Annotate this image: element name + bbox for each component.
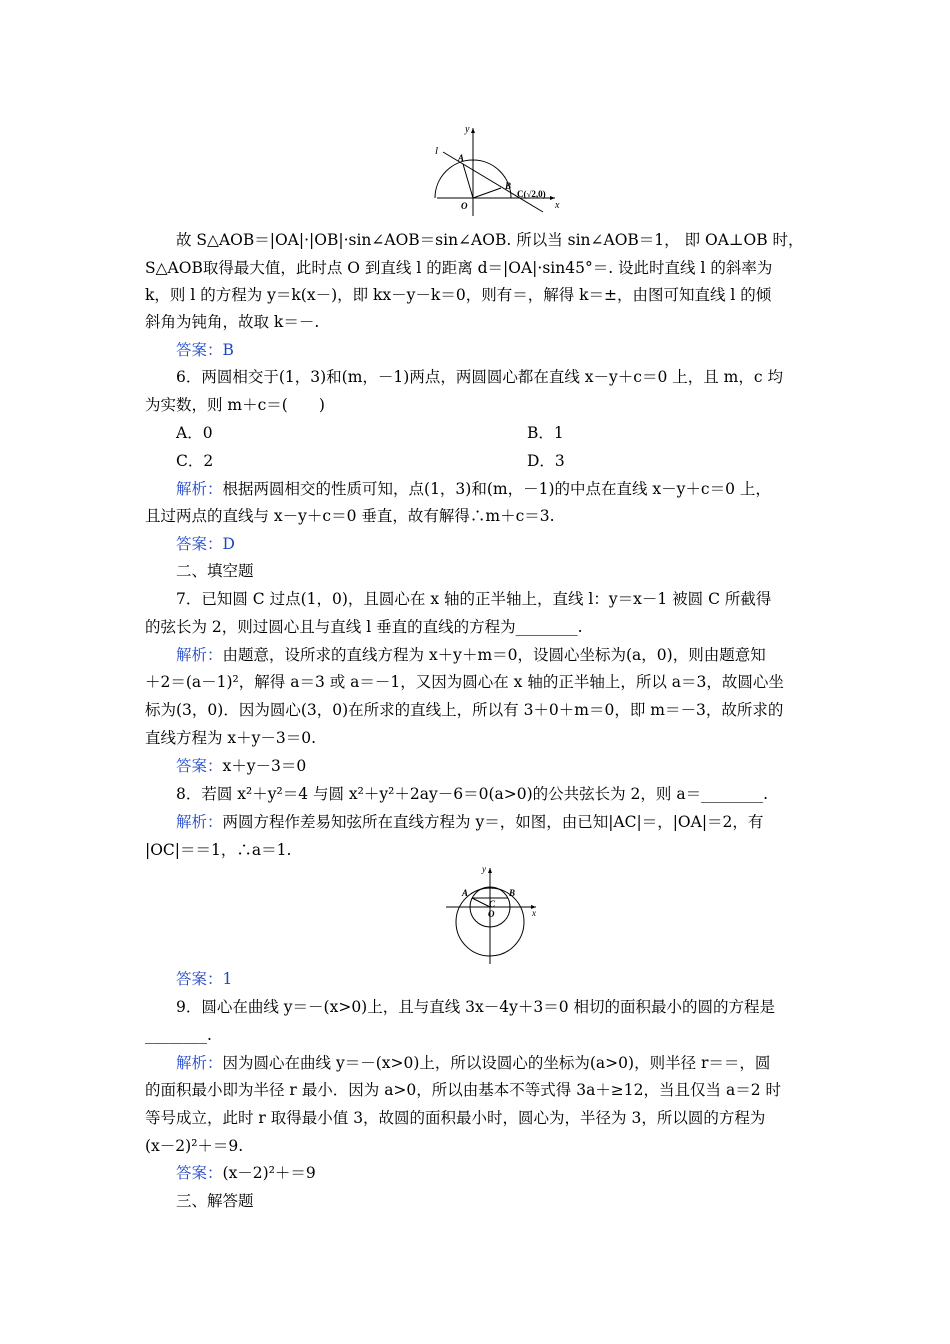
q5-answer: 答案：B xyxy=(176,341,234,359)
q6-option-b: B．1 xyxy=(527,424,564,442)
q7-stem-line-2: 的弦长为 2，则过圆心且与直线 l 垂直的直线的方程为________. xyxy=(145,618,583,636)
q6-option-c: C．2 xyxy=(176,452,214,470)
q8-stem: 8．若圆 x²＋y²＝4 与圆 x²＋y²＋2ay－6＝0(a>0)的公共弦长为 2，则 a＝________. xyxy=(176,785,769,803)
fig2-label-x: x xyxy=(532,908,536,918)
q8-solution-text-1: 两圆方程作差易知弦所在直线方程为 y＝，如图，由已知|AC|＝，|OA|＝2，有 xyxy=(222,813,764,831)
section-heading-fill-in: 二、填空题 xyxy=(176,562,254,580)
q8-solution-label: 解析： xyxy=(176,813,223,831)
q9-solution-line-1 xyxy=(176,1053,810,1073)
fig1-label-x: x xyxy=(555,200,560,211)
q6-stem-line-2: 为实数，则 m＋c＝( ) xyxy=(145,396,325,414)
fig2-label-a: A xyxy=(462,888,469,898)
q6-solution-label: 解析： xyxy=(176,480,223,498)
q7-solution-line-3: 标为(3，0)．因为圆心(3，0)在所求的直线上，所以有 3＋0＋m＝0，即 m＝－3，故所求的 xyxy=(145,701,784,719)
q5-solution-line-3: k，则 l 的方程为 y＝k(x－)，即 kx－y－k＝0，则有＝，解得 k＝±，由图可知直线 l 的倾 xyxy=(145,286,772,304)
section-heading-solve: 三、解答题 xyxy=(176,1192,254,1210)
q7-answer xyxy=(176,756,810,776)
fig1-label-c: C(√2,0) xyxy=(517,189,546,199)
figure-two-circles xyxy=(440,860,550,965)
q6-stem-line-1: 6．两圆相交于(1，3)和(m，－1)两点，两圆圆心都在直线 x－y＋c＝0 上，且 m，c 均 xyxy=(176,368,783,386)
q8-solution-line-1 xyxy=(176,812,810,832)
q7-solution-text-1: 由题意，设所求的直线方程为 x＋y＋m＝0，设圆心坐标为(a，0)，则由题意知 xyxy=(222,646,766,664)
q7-solution-line-1 xyxy=(176,645,810,665)
q9-stem-line-1: 9．圆心在曲线 y＝－(x>0)上，且与直线 3x－4y＋3＝0 相切的面积最小的圆的方程是 xyxy=(176,998,776,1016)
q9-answer xyxy=(176,1163,810,1183)
q6-solution-line-2: 且过两点的直线与 x－y＋c＝0 垂直，故有解得∴m＋c＝3. xyxy=(145,507,555,525)
q7-answer-label: 答案： xyxy=(176,757,223,775)
q8-answer: 答案：1 xyxy=(176,970,233,988)
q8-solution-line-2: |OC|＝＝1，∴a＝1. xyxy=(145,841,292,859)
fig1-label-l: l xyxy=(435,145,439,157)
fig1-label-b: B xyxy=(505,181,512,191)
q7-answer-value: x＋y－3＝0 xyxy=(222,757,307,775)
fig2-label-c: C xyxy=(489,899,496,909)
q9-stem-line-2: ________. xyxy=(145,1026,212,1044)
fig1-label-a: A xyxy=(458,153,465,163)
fig2-label-b: B xyxy=(509,888,516,898)
q6-answer: 答案：D xyxy=(176,535,235,553)
q6-option-a: A．0 xyxy=(176,424,213,442)
figure-line-and-semicircle xyxy=(425,118,565,218)
q9-solution-line-3: 等号成立，此时 r 取得最小值 3，故圆的面积最小时，圆心为，半径为 3，所以圆的方程为 xyxy=(145,1109,766,1127)
q5-solution-line-1: 故 S△AOB＝|OA|·|OB|·sin∠AOB＝sin∠AOB. 所以当 sin∠AOB＝1， 即 OA⊥OB 时， xyxy=(176,231,804,249)
q9-answer-value: (x－2)²＋＝9 xyxy=(222,1164,316,1182)
q6-solution-line-1 xyxy=(176,479,810,499)
fig1-label-o: O xyxy=(461,201,468,211)
q6-solution-text-1: 根据两圆相交的性质可知，点(1，3)和(m，－1)的中点在直线 x－y＋c＝0 上， xyxy=(222,480,771,498)
q9-solution-line-4: (x－2)²＋＝9. xyxy=(145,1137,244,1155)
q6-option-d: D．3 xyxy=(527,452,565,470)
q7-solution-label: 解析： xyxy=(176,646,223,664)
q5-solution-line-4: 斜角为钝角，故取 k＝－. xyxy=(145,313,320,331)
q9-solution-text-1: 因为圆心在曲线 y＝－(x>0)上，所以设圆心的坐标为(a>0)，则半径 r＝＝，圆 xyxy=(222,1054,771,1072)
q7-solution-line-4: 直线方程为 x＋y－3＝0. xyxy=(145,729,317,747)
q9-answer-label: 答案： xyxy=(176,1164,223,1182)
q9-solution-label: 解析： xyxy=(176,1054,223,1072)
q9-solution-line-2: 的面积最小即为半径 r 最小．因为 a>0，所以由基本不等式得 3a＋≥12，当且仅当 a＝2 时 xyxy=(145,1081,781,1099)
fig2-label-y: y xyxy=(482,864,486,874)
q7-solution-line-2: ＋2＝(a－1)²，解得 a＝3 或 a＝－1，又因为圆心在 x 轴的正半轴上，所以 a＝3，故圆心坐 xyxy=(145,673,784,691)
fig1-label-y: y xyxy=(465,124,470,135)
q7-stem-line-1: 7．已知圆 C 过点(1，0)，且圆心在 x 轴的正半轴上，直线 l：y＝x－1 被圆 C 所截得 xyxy=(176,590,772,608)
q5-solution-line-2: S△AOB取得最大值，此时点 O 到直线 l 的距离 d＝|OA|·sin45°＝. 设此时直线 l 的斜率为 xyxy=(145,259,773,277)
fig2-label-o: O xyxy=(488,909,495,919)
